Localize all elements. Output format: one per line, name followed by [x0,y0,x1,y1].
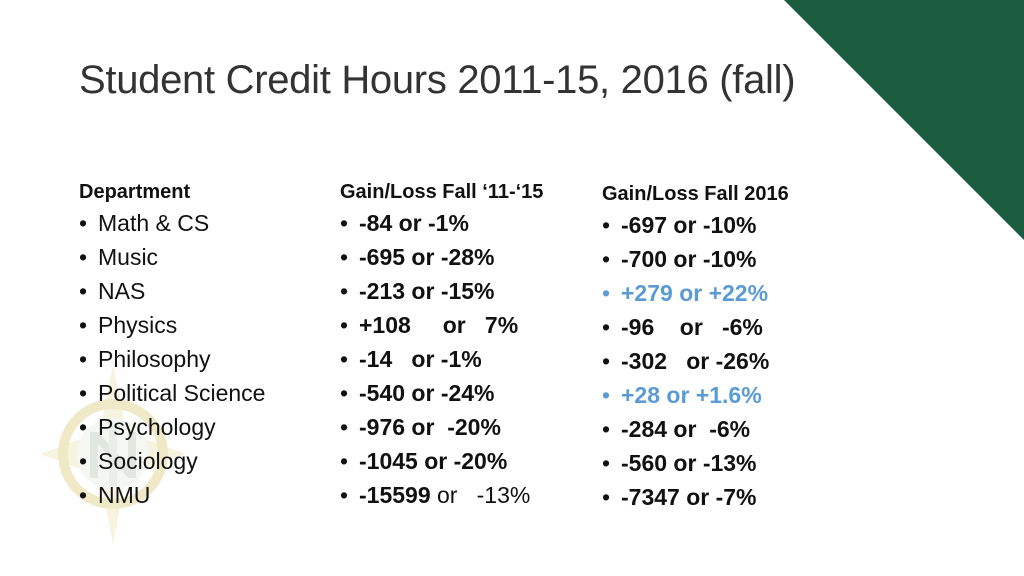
department-item-math-cs: • Math & CS [79,206,319,240]
gain-loss-2011-15-political-science: • -540 or -24% [340,376,590,410]
gain-loss-2011-15-header: Gain/Loss Fall ‘11-‘15 [340,181,544,203]
gain-loss-2011-15-nas: • -213 or -15% [340,274,590,308]
gain-loss-2016-math-cs: • -697 or -10% [602,208,862,242]
gain-loss-2011-15-philosophy: • -14 or -1% [340,342,590,376]
gain-loss-2011-15-math-cs: • -84 or -1% [340,206,590,240]
department-item-physics: • Physics [79,308,319,342]
gain-loss-2016-sociology: • -560 or -13% [602,446,862,480]
gain-loss-2011-15-nmu [340,478,590,512]
department-item-nas: • NAS [79,274,319,308]
department-item-psychology: • Psychology [79,410,319,444]
gain-loss-2016-psychology: • -284 or -6% [602,412,862,446]
department-item-sociology: • Sociology [79,444,319,478]
gain-loss-2011-15-psychology: • -976 or -20% [340,410,590,444]
gain-loss-2011-15-music: • -695 or -28% [340,240,590,274]
department-item-political-science: • Political Science [79,376,319,410]
gain-loss-2016-column [602,178,862,514]
gain-loss-2011-15-physics: • +108 or 7% [340,308,590,342]
gain-loss-2011-15-sociology: • -1045 or -20% [340,444,590,478]
gain-loss-2011-15-nmu-percent: or -13% [430,482,531,508]
department-header: Department [79,181,191,203]
gain-loss-2016-nmu: • -7347 or -7% [602,480,862,514]
gain-loss-2011-15-nmu-value: -15599 [359,482,431,508]
department-item-philosophy: • Philosophy [79,342,319,376]
slide-title: Student Credit Hours 2011-15, 2016 (fall) [79,58,796,102]
gain-loss-2016-nas: • +279 or +22% [602,276,862,310]
department-item-nmu: • NMU [79,478,319,512]
department-item-music: • Music [79,240,319,274]
gain-loss-2011-15-column [340,178,590,512]
gain-loss-2016-physics: • -96 or -6% [602,310,862,344]
gain-loss-2016-political-science: • +28 or +1.6% [602,378,862,412]
department-column [79,178,319,512]
gain-loss-2016-music: • -700 or -10% [602,242,862,276]
gain-loss-2016-philosophy: • -302 or -26% [602,344,862,378]
gain-loss-2016-header: Gain/Loss Fall 2016 [602,183,789,205]
